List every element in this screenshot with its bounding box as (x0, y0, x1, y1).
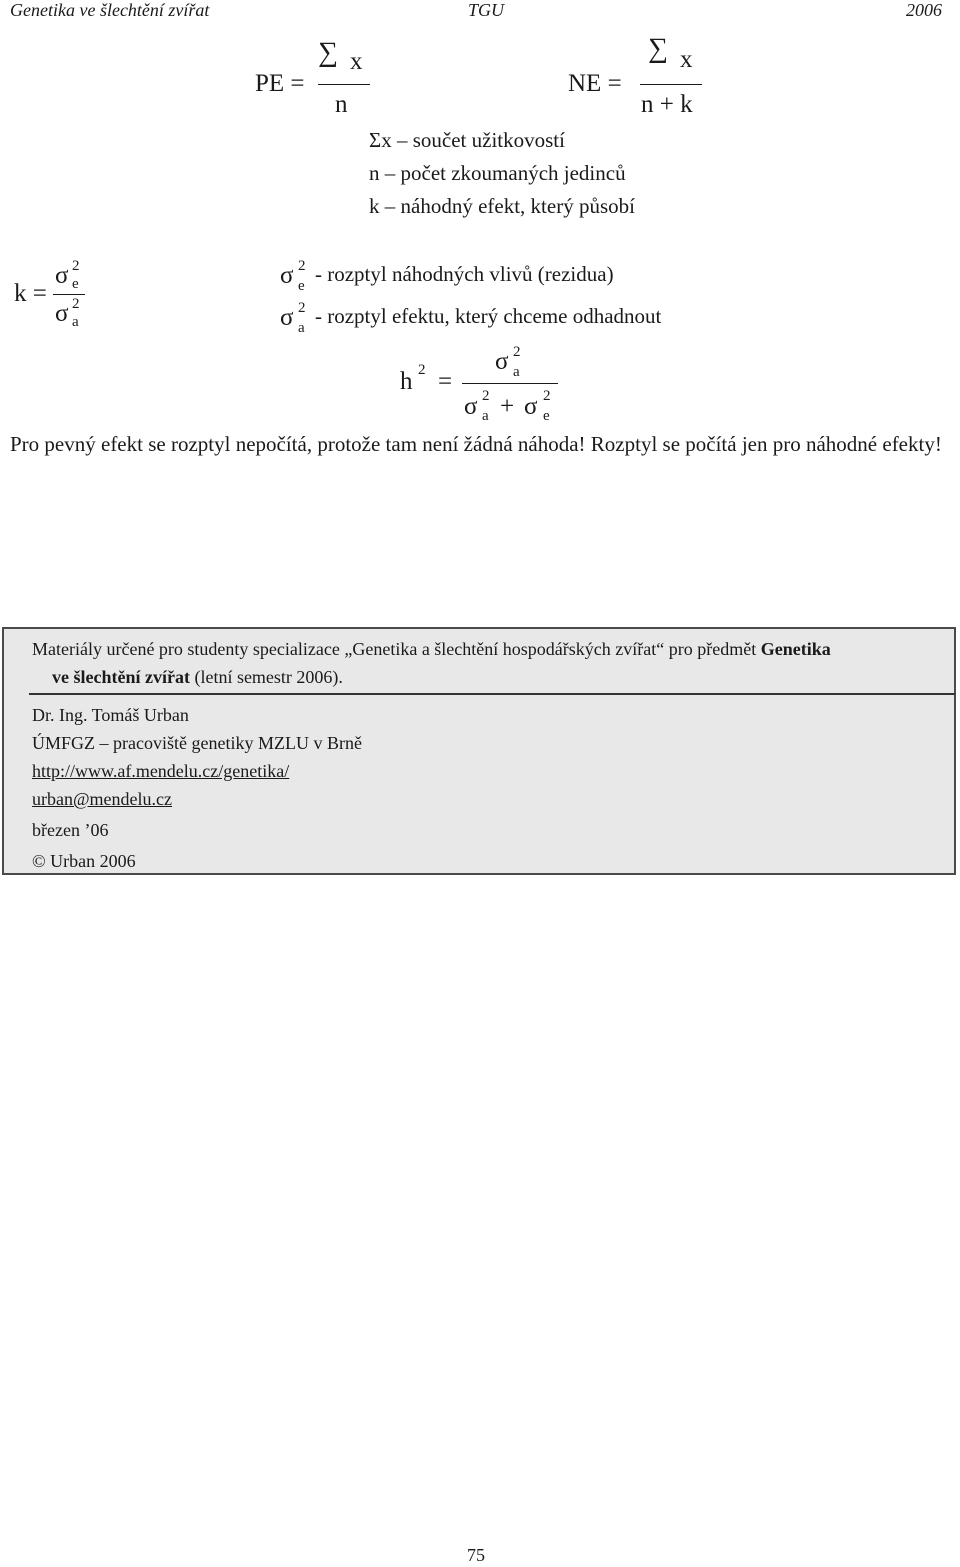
page-number: 75 (467, 1545, 485, 1565)
k-num-sub: e (72, 276, 79, 292)
ne-label: NE = (568, 70, 622, 97)
sigma-a-sub: a (298, 320, 305, 336)
k-den-sup: 2 (72, 296, 80, 312)
h2-label: h (400, 368, 413, 395)
k-label: k = (14, 280, 47, 307)
pe-label: PE = (255, 70, 305, 97)
info-line-1 (32, 639, 831, 660)
k-den-sub: a (72, 314, 79, 330)
info-institute: ÚMFGZ – pracoviště genetiky MZLU v Brně (32, 733, 362, 753)
sum-symbol-ne: ∑ (648, 33, 668, 64)
pe-fraction-bar (318, 84, 370, 85)
sigma-a-sup: 2 (298, 300, 306, 316)
info-box (2, 627, 956, 875)
header-right: 2006 (906, 0, 942, 20)
h2-fraction-bar (462, 383, 558, 384)
h2-plus: + (500, 393, 515, 420)
sigma-e: σ (280, 262, 294, 289)
h2-equals: = (438, 368, 453, 395)
h2-num-sub: a (513, 364, 520, 380)
h2-den-sub-a: a (482, 408, 489, 424)
info-subject-1: Genetika (760, 639, 831, 659)
k-den-sigma: σ (55, 300, 69, 327)
ne-denominator: n + k (641, 91, 693, 118)
info-divider (29, 693, 955, 695)
h2-sup: 2 (418, 362, 426, 378)
header-center: TGU (468, 0, 505, 20)
info-email-link[interactable]: urban@mendelu.cz (32, 789, 173, 809)
header-left: Genetika ve šlechtění zvířat (10, 0, 210, 20)
info-date: březen ’06 (32, 820, 109, 840)
h2-num-sup: 2 (513, 344, 521, 360)
sigma-e-sup: 2 (298, 258, 306, 274)
k-num-sup: 2 (72, 258, 80, 274)
info-url-link[interactable]: http://www.af.mendelu.cz/genetika/ (32, 761, 290, 781)
info-copyright: © Urban 2006 (32, 851, 136, 871)
h2-den-sigma-a: σ (464, 393, 478, 420)
h2-den-sigma-e: σ (524, 393, 538, 420)
pe-denominator: n (335, 91, 348, 118)
legend-n: n – počet zkoumaných jedinců (369, 161, 626, 185)
h2-den-sup-a: 2 (482, 388, 490, 404)
h2-den-sup-e: 2 (543, 388, 551, 404)
sum-symbol: ∑ (318, 37, 338, 68)
info-author: Dr. Ing. Tomáš Urban (32, 705, 189, 725)
legend-sum: Σx – součet užitkovostí (369, 128, 565, 152)
info-line-2 (52, 667, 343, 688)
h2-num-sigma: σ (495, 348, 509, 375)
info-semester: (letní semestr 2006). (194, 667, 343, 687)
info-intro: Materiály určené pro studenty specializace „Genetika a šlechtění hospodářských zvířat“ pro předmět (32, 639, 757, 659)
h2-den-sub-e: e (543, 408, 550, 424)
k-num-sigma: σ (55, 262, 69, 289)
info-subject-2: ve šlechtění zvířat (52, 667, 190, 687)
k-fraction-bar (53, 294, 85, 295)
pe-numerator: x (350, 48, 363, 75)
sigma-a: σ (280, 304, 294, 331)
effect-def: - rozptyl efektu, který chceme odhadnout (315, 304, 662, 328)
sigma-e-sub: e (298, 278, 305, 294)
ne-fraction-bar (640, 84, 702, 85)
legend-k: k – náhodný efekt, který působí (369, 194, 635, 218)
residual-def: - rozptyl náhodných vlivů (rezidua) (315, 262, 614, 286)
body-paragraph: Pro pevný efekt se rozptyl nepočítá, protože tam není žádná náhoda! Rozptyl se počítá jen pro náhodné efekty! (10, 432, 942, 456)
ne-numerator: x (680, 46, 693, 73)
